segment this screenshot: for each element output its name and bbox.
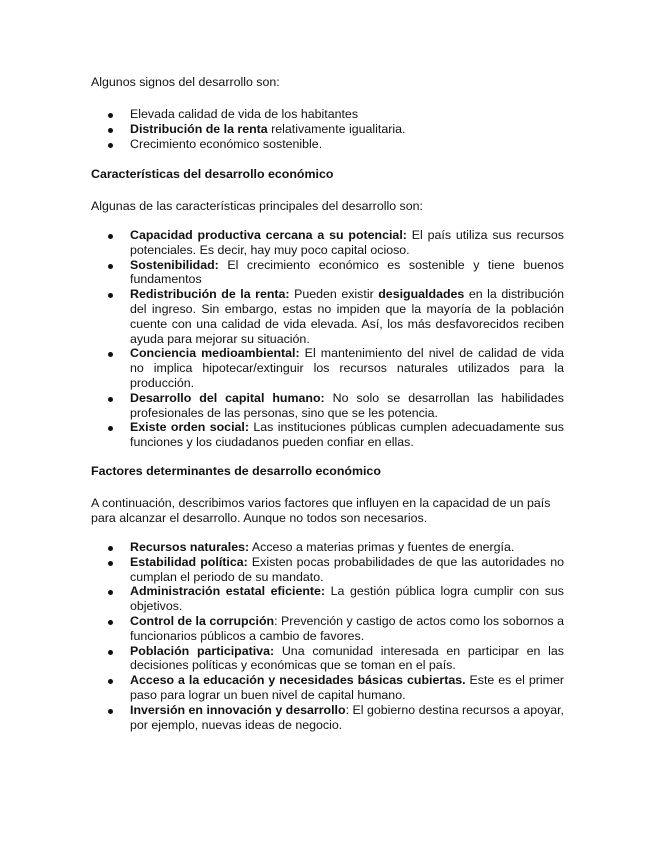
item-text: : El gobierno destina recursos a apoyar, por ejemplo, nuevas ideas de negocio. bbox=[130, 702, 564, 732]
bullet-icon bbox=[108, 128, 113, 133]
bullet-icon bbox=[108, 679, 113, 684]
signos-intro: Algunos signos del desarrollo son: bbox=[91, 75, 280, 89]
item-bold: desigualdades bbox=[378, 287, 465, 302]
list-item bbox=[91, 614, 564, 644]
item-bold: Estabilidad política: bbox=[130, 554, 248, 569]
bullet-icon bbox=[108, 397, 113, 402]
bullet-icon bbox=[108, 590, 113, 595]
item-text: Las instituciones públicas cumplen adecuadamente sus funciones y los ciudadanos pueden confiar en ellas. bbox=[130, 420, 564, 450]
list-item bbox=[91, 703, 564, 733]
caracteristicas-heading: Características del desarrollo económico bbox=[91, 167, 334, 181]
caracteristicas-list bbox=[91, 228, 564, 450]
item-text: en la distribución del ingreso. Sin embargo, estas no impiden que la mayoría de la población cuente con una calidad de vida elevada. Así, los más desfavorecidos reciben ayuda para mejorar su situación. bbox=[130, 287, 564, 346]
item-text: relativamente igualitaria. bbox=[267, 121, 406, 136]
list-item bbox=[91, 122, 564, 137]
item-text: : Prevención y castigo de actos como los sobornos a funcionarios públicos a cambio de favores. bbox=[130, 613, 564, 643]
bullet-icon bbox=[108, 293, 113, 298]
list-item bbox=[91, 258, 564, 288]
bullet-icon bbox=[108, 561, 113, 566]
factores-heading: Factores determinantes de desarrollo económico bbox=[91, 464, 381, 478]
factores-intro: A continuación, describimos varios factores que influyen en la capacidad de un país para alcanzar el desarrollo. Aunque no todos son necesarios. bbox=[91, 496, 551, 525]
item-text: Existen pocas probabilidades de que las autoridades no cumplan el periodo de su mandato. bbox=[130, 554, 565, 584]
bullet-icon bbox=[108, 264, 113, 269]
bullet-icon bbox=[108, 234, 113, 239]
item-text: La gestión pública logra cumplir con sus objetivos. bbox=[130, 584, 564, 614]
item-bold: Distribución de la renta bbox=[130, 121, 268, 136]
bullet-icon bbox=[108, 352, 113, 357]
list-item bbox=[91, 644, 564, 674]
item-text: El mantenimiento del nivel de calidad de vida no implica hipotecar/extinguir los recursos naturales utilizados para la producción. bbox=[130, 346, 564, 390]
item-text: Una comunidad interesada en participar en las decisiones políticas y económicas que se toman en el país. bbox=[130, 643, 564, 673]
item-bold: Administración estatal eficiente: bbox=[130, 584, 326, 599]
item-bold: Redistribución de la renta: bbox=[130, 287, 290, 302]
bullet-icon bbox=[108, 709, 113, 714]
item-bold: Sostenibilidad: bbox=[130, 257, 219, 272]
item-text: Pueden existir bbox=[289, 287, 379, 302]
list-item bbox=[91, 584, 564, 614]
item-text: No solo se desarrollan las habilidades profesionales de las personas, sino que se les potencia. bbox=[130, 390, 564, 420]
bullet-icon bbox=[108, 426, 113, 431]
item-text: El país utiliza sus recursos potenciales. Es decir, hay muy poco capital ocioso. bbox=[130, 228, 564, 257]
list-item bbox=[91, 555, 564, 585]
item-text: Crecimiento económico sostenible. bbox=[130, 136, 323, 151]
item-bold: Existe orden social: bbox=[130, 420, 249, 435]
list-item bbox=[91, 137, 564, 152]
item-bold: Capacidad productiva cercana a su potencial: bbox=[130, 228, 407, 242]
item-bold: Acceso a la educación y necesidades básicas cubiertas. bbox=[130, 673, 466, 688]
item-bold: Población participativa: bbox=[130, 643, 275, 658]
item-bold: Desarrollo del capital humano: bbox=[130, 390, 325, 405]
list-item bbox=[91, 228, 564, 258]
item-text: Acceso a materias primas y fuentes de energía. bbox=[249, 540, 515, 554]
item-text: Este es el primer paso para lograr un buen nivel de capital humano. bbox=[130, 673, 564, 702]
bullet-icon bbox=[108, 620, 113, 625]
item-bold: Recursos naturales: bbox=[130, 540, 250, 554]
item-bold: Inversión en innovación y desarrollo bbox=[130, 702, 346, 717]
bullet-icon bbox=[108, 113, 113, 118]
item-text: Elevada calidad de vida de los habitantes bbox=[130, 107, 359, 121]
bullet-icon bbox=[108, 143, 113, 148]
factores-list bbox=[91, 540, 564, 732]
caracteristicas-intro: Algunas de las características principales del desarrollo son: bbox=[91, 199, 423, 213]
list-item bbox=[91, 346, 564, 390]
list-item bbox=[91, 107, 564, 122]
item-bold: Conciencia medioambiental: bbox=[130, 346, 300, 361]
signos-list bbox=[91, 107, 564, 151]
list-item bbox=[91, 673, 564, 703]
item-text: El crecimiento económico es sostenible y tiene buenos fundamentos bbox=[130, 257, 564, 287]
list-item bbox=[91, 540, 564, 555]
list-item bbox=[91, 287, 564, 346]
item-bold: Control de la corrupción bbox=[130, 613, 275, 628]
list-item bbox=[91, 420, 564, 450]
bullet-icon bbox=[108, 650, 113, 655]
bullet-icon bbox=[108, 546, 113, 551]
list-item bbox=[91, 391, 564, 421]
